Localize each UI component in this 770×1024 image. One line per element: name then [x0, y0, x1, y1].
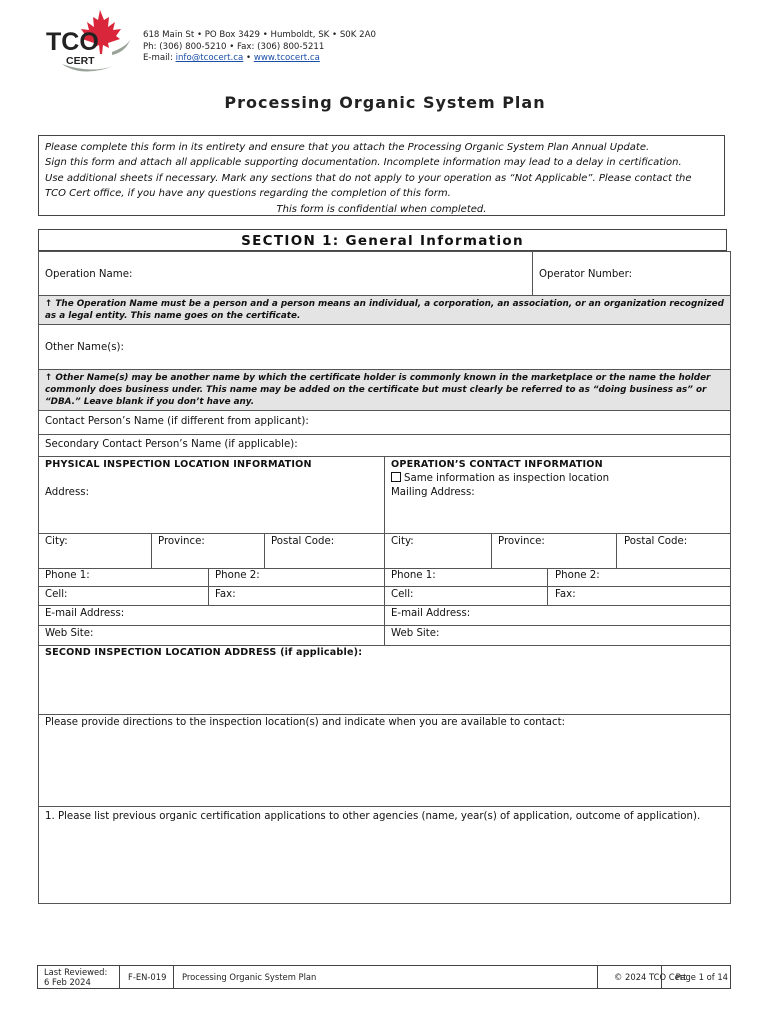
contact-fax-label: Fax:	[555, 589, 576, 600]
contact-person-label: Contact Person’s Name (if different from applicant):	[45, 416, 309, 427]
mailing-address-label: Mailing Address:	[391, 487, 475, 498]
mailing-postal-code-label: Postal Code:	[624, 536, 688, 547]
mailing-city-label: City:	[391, 536, 414, 547]
instructions-line-1: Please complete this form in its entirety and ensure that you attach the Processing Organic System Plan Annual Update.	[45, 142, 650, 153]
org-email-web	[143, 53, 376, 65]
instructions-line-4: TCO Cert office, if you have any questions regarding the completion of this form.	[45, 188, 451, 200]
mailing-province-label: Province:	[498, 536, 545, 547]
phone1-label: Phone 1:	[45, 570, 90, 581]
section-1-heading: SECTION 1: General Information	[38, 229, 727, 251]
other-names-note: ↑ Other Name(s) may be another name by which the certificate holder is commonly known in the marketplace or the name the holder commonly does business under. This name may be added on the certificate but must clearly be referred to as “doing business as” or “DBA.” Leave blank if you don’t have any.	[45, 373, 711, 407]
email-link[interactable]: info@tcocert.ca	[175, 53, 244, 64]
second-location-label: SECOND INSPECTION LOCATION ADDRESS (if applicable):	[45, 647, 363, 658]
previous-applications-label: 1. Please list previous organic certification applications to other agencies (name, year(s) of application, outcome of application).	[45, 811, 701, 822]
instructions-line-2: Sign this form and attach all applicable supporting documentation. Incomplete information may lead to a delay in certification.	[45, 157, 682, 169]
same-as-inspection-option[interactable]	[391, 472, 609, 484]
operation-name-label: Operation Name:	[45, 269, 133, 280]
directions-label: Please provide directions to the inspection location(s) and indicate when you are available to contact:	[45, 717, 566, 728]
contact-website-label: Web Site:	[391, 628, 440, 639]
other-names-label: Other Name(s):	[45, 342, 124, 353]
address-label: Address:	[45, 487, 90, 498]
confidential-note: This form is confidential when completed.	[276, 203, 487, 215]
postal-code-label: Postal Code:	[271, 536, 335, 547]
footer-last-reviewed	[38, 966, 120, 988]
physical-location-heading: PHYSICAL INSPECTION LOCATION INFORMATION	[45, 459, 312, 470]
same-as-inspection-checkbox[interactable]	[391, 472, 401, 482]
footer-form-code: F-EN-019	[120, 966, 174, 988]
email-prefix: E-mail:	[143, 53, 173, 64]
other-names-field[interactable]	[38, 324, 731, 370]
org-contact-block	[143, 30, 376, 65]
phone2-label: Phone 2:	[215, 570, 260, 581]
operator-number-label: Operator Number:	[539, 269, 633, 280]
last-reviewed-label: Last Reviewed:	[44, 967, 108, 977]
secondary-contact-label: Secondary Contact Person’s Name (if applicable):	[45, 439, 298, 450]
contact-cell-label: Cell:	[391, 589, 414, 600]
org-phone: Ph: (306) 800-5210 • Fax: (306) 800-5211	[143, 41, 325, 52]
footer-copyright: © 2024 TCO Cert	[598, 966, 662, 988]
logo-subtext: CERT	[66, 55, 95, 67]
tco-cert-logo	[42, 8, 134, 80]
contact-phone2-label: Phone 2:	[555, 570, 600, 581]
province-label: Province:	[158, 536, 205, 547]
logo-text: TCO	[46, 28, 99, 56]
footer-page-number: Page 1 of 14	[675, 972, 728, 982]
contact-info-heading: OPERATION’S CONTACT INFORMATION	[391, 459, 603, 470]
city-label: City:	[45, 536, 68, 547]
instructions-line-3: Use additional sheets if necessary. Mark any sections that do not apply to your operation as “Not Applicable”. Please contact the	[45, 172, 692, 184]
cell-label: Cell:	[45, 589, 68, 600]
bullet-separator: •	[246, 53, 252, 64]
maple-leaf-icon	[42, 8, 134, 80]
contact-phone1-label: Phone 1:	[391, 570, 436, 581]
footer-form-title: Processing Organic System Plan	[174, 966, 598, 988]
page-title: Processing Organic System Plan	[224, 93, 546, 112]
fax-label: Fax:	[215, 589, 236, 600]
website-link[interactable]: www.tcocert.ca	[253, 53, 320, 64]
same-as-inspection-label: Same information as inspection location	[404, 473, 610, 484]
instructions-box	[38, 135, 725, 216]
email-label: E-mail Address:	[45, 608, 125, 619]
org-address: 618 Main St • PO Box 3429 • Humboldt, SK • S0K 2A0	[143, 30, 376, 40]
operation-name-note: ↑ The Operation Name must be a person and a person means an individual, a corporation, an association, or an organization recognized as a legal entity. This name goes on the certificate.	[45, 299, 724, 321]
page-footer	[37, 965, 731, 989]
website-label: Web Site:	[45, 628, 94, 639]
last-reviewed-date: 6 Feb 2024	[44, 977, 91, 987]
contact-email-label: E-mail Address:	[391, 608, 471, 619]
